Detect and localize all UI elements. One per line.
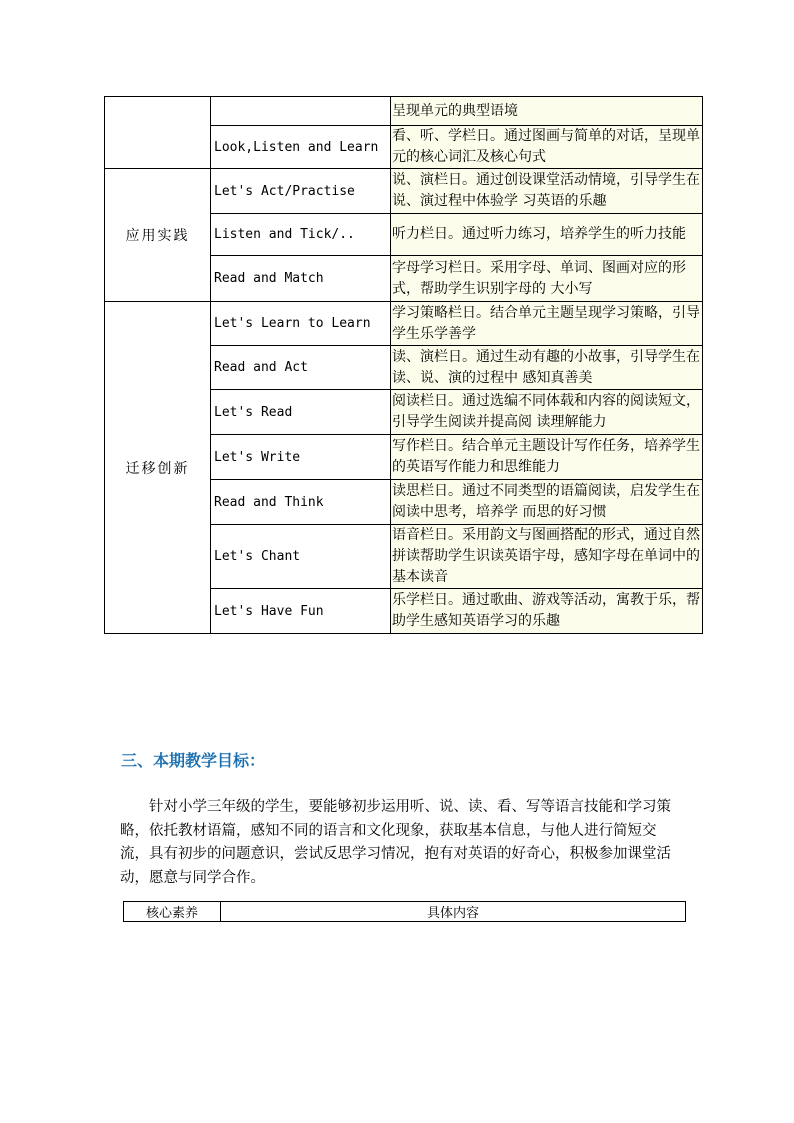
column-name-cell: Let's Learn to Learn [211,302,391,346]
column-name-cell: Look,Listen and Learn [211,126,391,169]
column-name-cell: Listen and Tick/.. [211,214,391,256]
goals-table [123,901,686,922]
column-desc-cell: 听力栏日。通过听力练习，培养学生的听力技能 [391,214,703,256]
group-cell-transfer: 迁移创新 [105,302,211,634]
column-name-cell [211,97,391,126]
table-header-row [124,902,686,922]
column-desc-cell: 语音栏日。采用韵文与图画搭配的形式，通过自然拼读帮助学生识读英语宇母，感知字母在单词中的基本读音 [391,525,703,589]
column-desc-cell: 呈现单元的典型语境 [391,97,703,126]
curriculum-columns-table [104,96,703,634]
column-desc-cell: 读思栏日。通过不同类型的语篇阅读，启发学生在阅读中思考，培养学 而思的好习惯 [391,480,703,525]
table-row [105,97,703,126]
column-name-cell: Read and Think [211,480,391,525]
column-name-cell: Read and Match [211,256,391,302]
section-heading: 三、本期教学目标： [121,751,266,770]
column-desc-cell: 写作栏日。结合单元主题设计写作任务，培养学生的英语写作能力和思维能力 [391,435,703,480]
table-row [105,169,703,214]
group-cell-practice: 应用实践 [105,169,211,302]
column-name-cell: Let's Write [211,435,391,480]
column-name-cell: Let's Chant [211,525,391,589]
header-specific-content: 具体内容 [221,902,686,922]
intro-paragraph: 针对小学三年级的学生，要能够初步运用听、说、读、看、写等语言技能和学习策略，依托教材语篇，感知不同的语言和文化现象，获取基本信息，与他人进行简短交流，具有初步的问题意识，尝试反思学习情况，抱有对英语的好奇心，积极参加课堂活动，愿意与同学合作。 [120,799,671,886]
column-desc-cell: 说、演栏日。通过创设课堂活动情境，引导学生在说、演过程中体验学 习英语的乐趣 [391,169,703,214]
column-desc-cell: 看、听、学栏日。通过图画与简单的对话，呈现单元的核心词汇及核心句式 [391,126,703,169]
group-cell-blank [105,97,211,169]
header-core-literacy: 核心素养 [124,902,221,922]
column-desc-cell: 乐学栏日。通过歌曲、游戏等活动，寓教于乐，帮助学生感知英语学习的乐趣 [391,589,703,634]
column-name-cell: Let's Have Fun [211,589,391,634]
column-name-cell: Let's Read [211,390,391,435]
column-name-cell: Read and Act [211,346,391,390]
column-desc-cell: 学习策略栏日。结合单元主题呈现学习策略，引导学生乐学善学 [391,302,703,346]
column-name-cell: Let's Act/Practise [211,169,391,214]
table-row [105,302,703,346]
column-desc-cell: 阅读栏日。通过选编不同体载和内容的阅读短文，引导学生阅读并提高阅 读理解能力 [391,390,703,435]
column-desc-cell: 读、演栏日。通过生动有趣的小故事，引导学生在读、说、演的过程中 感知真善美 [391,346,703,390]
column-desc-cell: 字母学习栏日。采用字母、单词、图画对应的形式，帮助学生识别字母的 大小写 [391,256,703,302]
